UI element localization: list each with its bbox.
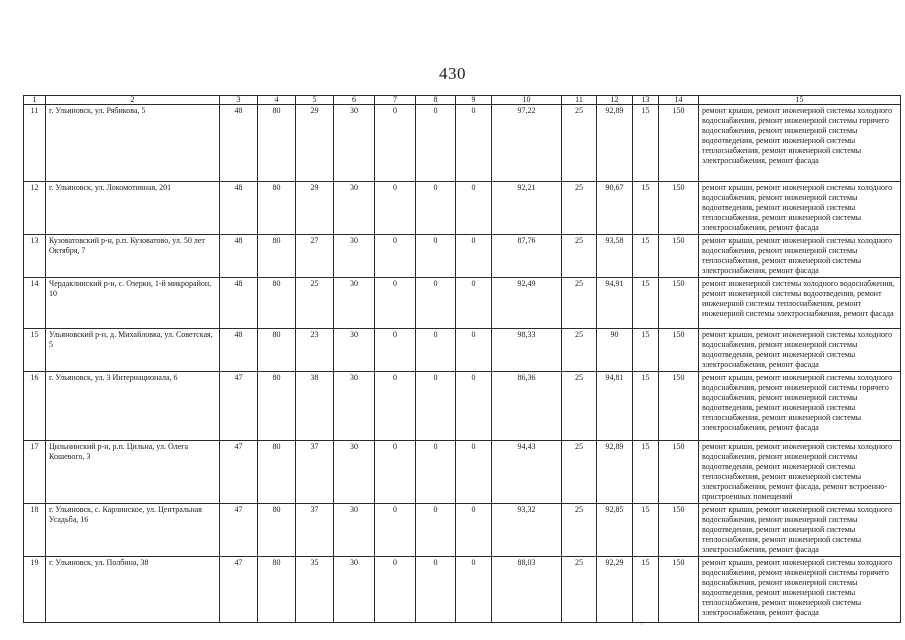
value-cell-c13: 15 [633,105,659,182]
value-cell-c11: 25 [562,557,597,623]
works-cell: ремонт крыши, ремонт инженерной системы холодного водоснабжения, ремонт инженерной системы водоотведения, ремонт инженерной системы теплоснабжения, ремонт инженерной системы электроснабжения, ремонт фасада [699,504,901,557]
address-cell: Ульяновский р-н, д. Михайловка, ул. Советская, 5 [46,329,220,372]
value-cell-c11: 25 [562,278,597,329]
value-cell-c13: 15 [633,441,659,504]
table-row [24,105,901,182]
value-cell-c11: 25 [562,182,597,235]
value-cell-c12: 92,89 [597,441,633,504]
value-cell-c12: 90 [597,329,633,372]
value-cell-c6: 30 [334,105,375,182]
column-header: 4 [258,96,296,105]
value-cell-c7: 0 [375,504,416,557]
value-cell-c7: 0 [375,105,416,182]
value-cell-c10: 93,32 [492,504,562,557]
value-cell-c6: 30 [334,329,375,372]
value-cell-c11: 25 [562,372,597,441]
value-cell-c7: 0 [375,235,416,278]
value-cell-c8: 0 [416,504,456,557]
value-cell-c5: 27 [296,235,334,278]
column-header: 5 [296,96,334,105]
works-cell: ремонт инженерной системы холодного водоснабжения, ремонт инженерной системы водоотведения, ремонт инженерной системы теплоснабжения, ремонт инженерной системы электроснабжения, ремонт фасада [699,278,901,329]
works-cell: ремонт крыши, ремонт инженерной системы холодного водоснабжения, ремонт инженерной системы горячего водоснабжения, ремонт инженерной системы водоотведения, ремонт инженерной системы теплоснабжения, ремонт инженерной системы электроснабжения, ремонт фасада [699,372,901,441]
column-header: 15 [699,96,901,105]
value-cell-c3: 48 [220,329,258,372]
table-row [24,278,901,329]
address-cell: г. Ульяновск, ул. Полбина, 38 [46,557,220,623]
value-cell-c11: 25 [562,105,597,182]
column-header: 9 [456,96,492,105]
value-cell-c10: 92,21 [492,182,562,235]
value-cell-c9: 0 [456,278,492,329]
row-number-cell: 12 [24,182,46,235]
value-cell-c13: 15 [633,504,659,557]
value-cell-c14: 150 [659,441,699,504]
value-cell-c13: 15 [633,329,659,372]
value-cell-c5: 23 [296,329,334,372]
value-cell-c14: 150 [659,235,699,278]
row-number-cell: 13 [24,235,46,278]
value-cell-c4: 80 [258,441,296,504]
column-header: 7 [375,96,416,105]
value-cell-c7: 0 [375,278,416,329]
value-cell-c9: 0 [456,504,492,557]
value-cell-c12: 93,58 [597,235,633,278]
value-cell-c14: 150 [659,372,699,441]
column-header: 3 [220,96,258,105]
value-cell-c6: 30 [334,504,375,557]
column-header: 1 [24,96,46,105]
column-number-row [24,96,901,105]
value-cell-c5: 38 [296,372,334,441]
works-cell: ремонт крыши, ремонт инженерной системы холодного водоснабжения, ремонт инженерной системы водоотведения, ремонт инженерной системы теплоснабжения, ремонт инженерной системы электроснабжения, ремонт фасада, ремонт встроенно-пристроенных помещений [699,441,901,504]
column-header: 8 [416,96,456,105]
value-cell-c8: 0 [416,278,456,329]
value-cell-c8: 0 [416,329,456,372]
address-cell: г. Ульяновск, ул. Локомотивная, 201 [46,182,220,235]
value-cell-c12: 94,91 [597,278,633,329]
value-cell-c13: 15 [633,235,659,278]
value-cell-c3: 47 [220,372,258,441]
value-cell-c5: 37 [296,504,334,557]
value-cell-c10: 88,03 [492,557,562,623]
table-row [24,182,901,235]
value-cell-c8: 0 [416,182,456,235]
value-cell-c12: 92,89 [597,105,633,182]
column-header: 2 [46,96,220,105]
value-cell-c4: 80 [258,182,296,235]
row-number-cell: 16 [24,372,46,441]
value-cell-c8: 0 [416,235,456,278]
value-cell-c8: 0 [416,557,456,623]
value-cell-c10: 87,76 [492,235,562,278]
value-cell-c12: 94,81 [597,372,633,441]
value-cell-c9: 0 [456,329,492,372]
value-cell-c3: 48 [220,105,258,182]
row-number-cell: 17 [24,441,46,504]
row-number-cell: 15 [24,329,46,372]
table-body [24,96,901,623]
page-number: 430 [439,64,466,83]
works-cell: ремонт крыши, ремонт инженерной системы холодного водоснабжения, ремонт инженерной системы водоотведения, ремонт инженерной системы теплоснабжения, ремонт инженерной системы электроснабжения, ремонт фасада [699,182,901,235]
value-cell-c4: 80 [258,235,296,278]
table-row [24,557,901,623]
column-header: 12 [597,96,633,105]
value-cell-c7: 0 [375,329,416,372]
value-cell-c6: 30 [334,278,375,329]
value-cell-c4: 80 [258,557,296,623]
value-cell-c10: 98,33 [492,329,562,372]
value-cell-c12: 92,85 [597,504,633,557]
value-cell-c6: 30 [334,235,375,278]
value-cell-c13: 15 [633,557,659,623]
value-cell-c9: 0 [456,441,492,504]
value-cell-c11: 25 [562,504,597,557]
row-number-cell: 18 [24,504,46,557]
column-header: 13 [633,96,659,105]
value-cell-c14: 150 [659,182,699,235]
value-cell-c7: 0 [375,372,416,441]
value-cell-c4: 80 [258,329,296,372]
value-cell-c6: 30 [334,557,375,623]
value-cell-c9: 0 [456,105,492,182]
value-cell-c3: 48 [220,182,258,235]
value-cell-c9: 0 [456,557,492,623]
works-cell: ремонт крыши, ремонт инженерной системы холодного водоснабжения, ремонт инженерной системы горячего водоснабжения, ремонт инженерной системы водоотведения, ремонт инженерной системы теплоснабжения, ремонт инженерной системы электроснабжения, ремонт фасада [699,557,901,623]
value-cell-c10: 94,43 [492,441,562,504]
value-cell-c7: 0 [375,557,416,623]
value-cell-c10: 97,22 [492,105,562,182]
row-number-cell: 11 [24,105,46,182]
value-cell-c5: 25 [296,278,334,329]
value-cell-c11: 25 [562,329,597,372]
value-cell-c10: 92,49 [492,278,562,329]
address-cell: Цильнинский р-н, р.п. Цильна, ул. Олега Кошевого, 3 [46,441,220,504]
value-cell-c6: 30 [334,372,375,441]
column-header: 14 [659,96,699,105]
value-cell-c4: 80 [258,372,296,441]
address-cell: Чердаклинский р-н, с. Озерки, 1-й микрорайон, 10 [46,278,220,329]
value-cell-c13: 15 [633,372,659,441]
address-cell: г. Ульяновск, ул. Рябикова, 5 [46,105,220,182]
value-cell-c6: 30 [334,441,375,504]
value-cell-c7: 0 [375,182,416,235]
value-cell-c3: 48 [220,235,258,278]
value-cell-c14: 150 [659,504,699,557]
value-cell-c8: 0 [416,441,456,504]
value-cell-c14: 150 [659,278,699,329]
value-cell-c5: 29 [296,105,334,182]
value-cell-c14: 150 [659,105,699,182]
value-cell-c9: 0 [456,372,492,441]
value-cell-c3: 47 [220,557,258,623]
column-header: 6 [334,96,375,105]
value-cell-c12: 92,29 [597,557,633,623]
value-cell-c14: 150 [659,557,699,623]
row-number-cell: 14 [24,278,46,329]
value-cell-c14: 150 [659,329,699,372]
value-cell-c4: 80 [258,105,296,182]
value-cell-c11: 25 [562,441,597,504]
table-row [24,372,901,441]
value-cell-c3: 47 [220,441,258,504]
value-cell-c4: 80 [258,278,296,329]
table-row [24,504,901,557]
scan-speck: · [20,612,23,621]
value-cell-c5: 35 [296,557,334,623]
value-cell-c9: 0 [456,235,492,278]
works-cell: ремонт крыши, ремонт инженерной системы холодного водоснабжения, ремонт инженерной системы горячего водоснабжения, ремонт инженерной системы водоотведения, ремонт инженерной системы теплоснабжения, ремонт инженерной системы электроснабжения, ремонт фасада [699,105,901,182]
works-cell: ремонт крыши, ремонт инженерной системы холодного водоснабжения, ремонт инженерной системы теплоснабжения, ремонт инженерной системы электроснабжения, ремонт фасада [699,235,901,278]
value-cell-c13: 15 [633,278,659,329]
value-cell-c3: 48 [220,278,258,329]
address-cell: г. Ульяновск, с. Карлинское, ул. Центральная Усадьба, 16 [46,504,220,557]
value-cell-c10: 86,36 [492,372,562,441]
row-number-cell: 19 [24,557,46,623]
value-cell-c13: 15 [633,182,659,235]
table-row [24,235,901,278]
table-row [24,441,901,504]
scan-speck: · [640,620,643,629]
value-cell-c3: 47 [220,504,258,557]
value-cell-c4: 80 [258,504,296,557]
buildings-table [23,95,901,623]
table-row [24,329,901,372]
value-cell-c12: 90,67 [597,182,633,235]
value-cell-c5: 29 [296,182,334,235]
value-cell-c9: 0 [456,182,492,235]
column-header: 11 [562,96,597,105]
column-header: 10 [492,96,562,105]
address-cell: Кузоватовский р-н, р.п. Кузоватово, ул. 50 лет Октября, 7 [46,235,220,278]
works-cell: ремонт крыши, ремонт инженерной системы холодного водоснабжения, ремонт инженерной системы водоотведения, ремонт инженерной системы электроснабжения, ремонт фасада [699,329,901,372]
value-cell-c6: 30 [334,182,375,235]
address-cell: г. Ульяновск, ул. 3 Интернационала, 6 [46,372,220,441]
value-cell-c11: 25 [562,235,597,278]
value-cell-c8: 0 [416,372,456,441]
value-cell-c7: 0 [375,441,416,504]
value-cell-c8: 0 [416,105,456,182]
value-cell-c5: 37 [296,441,334,504]
